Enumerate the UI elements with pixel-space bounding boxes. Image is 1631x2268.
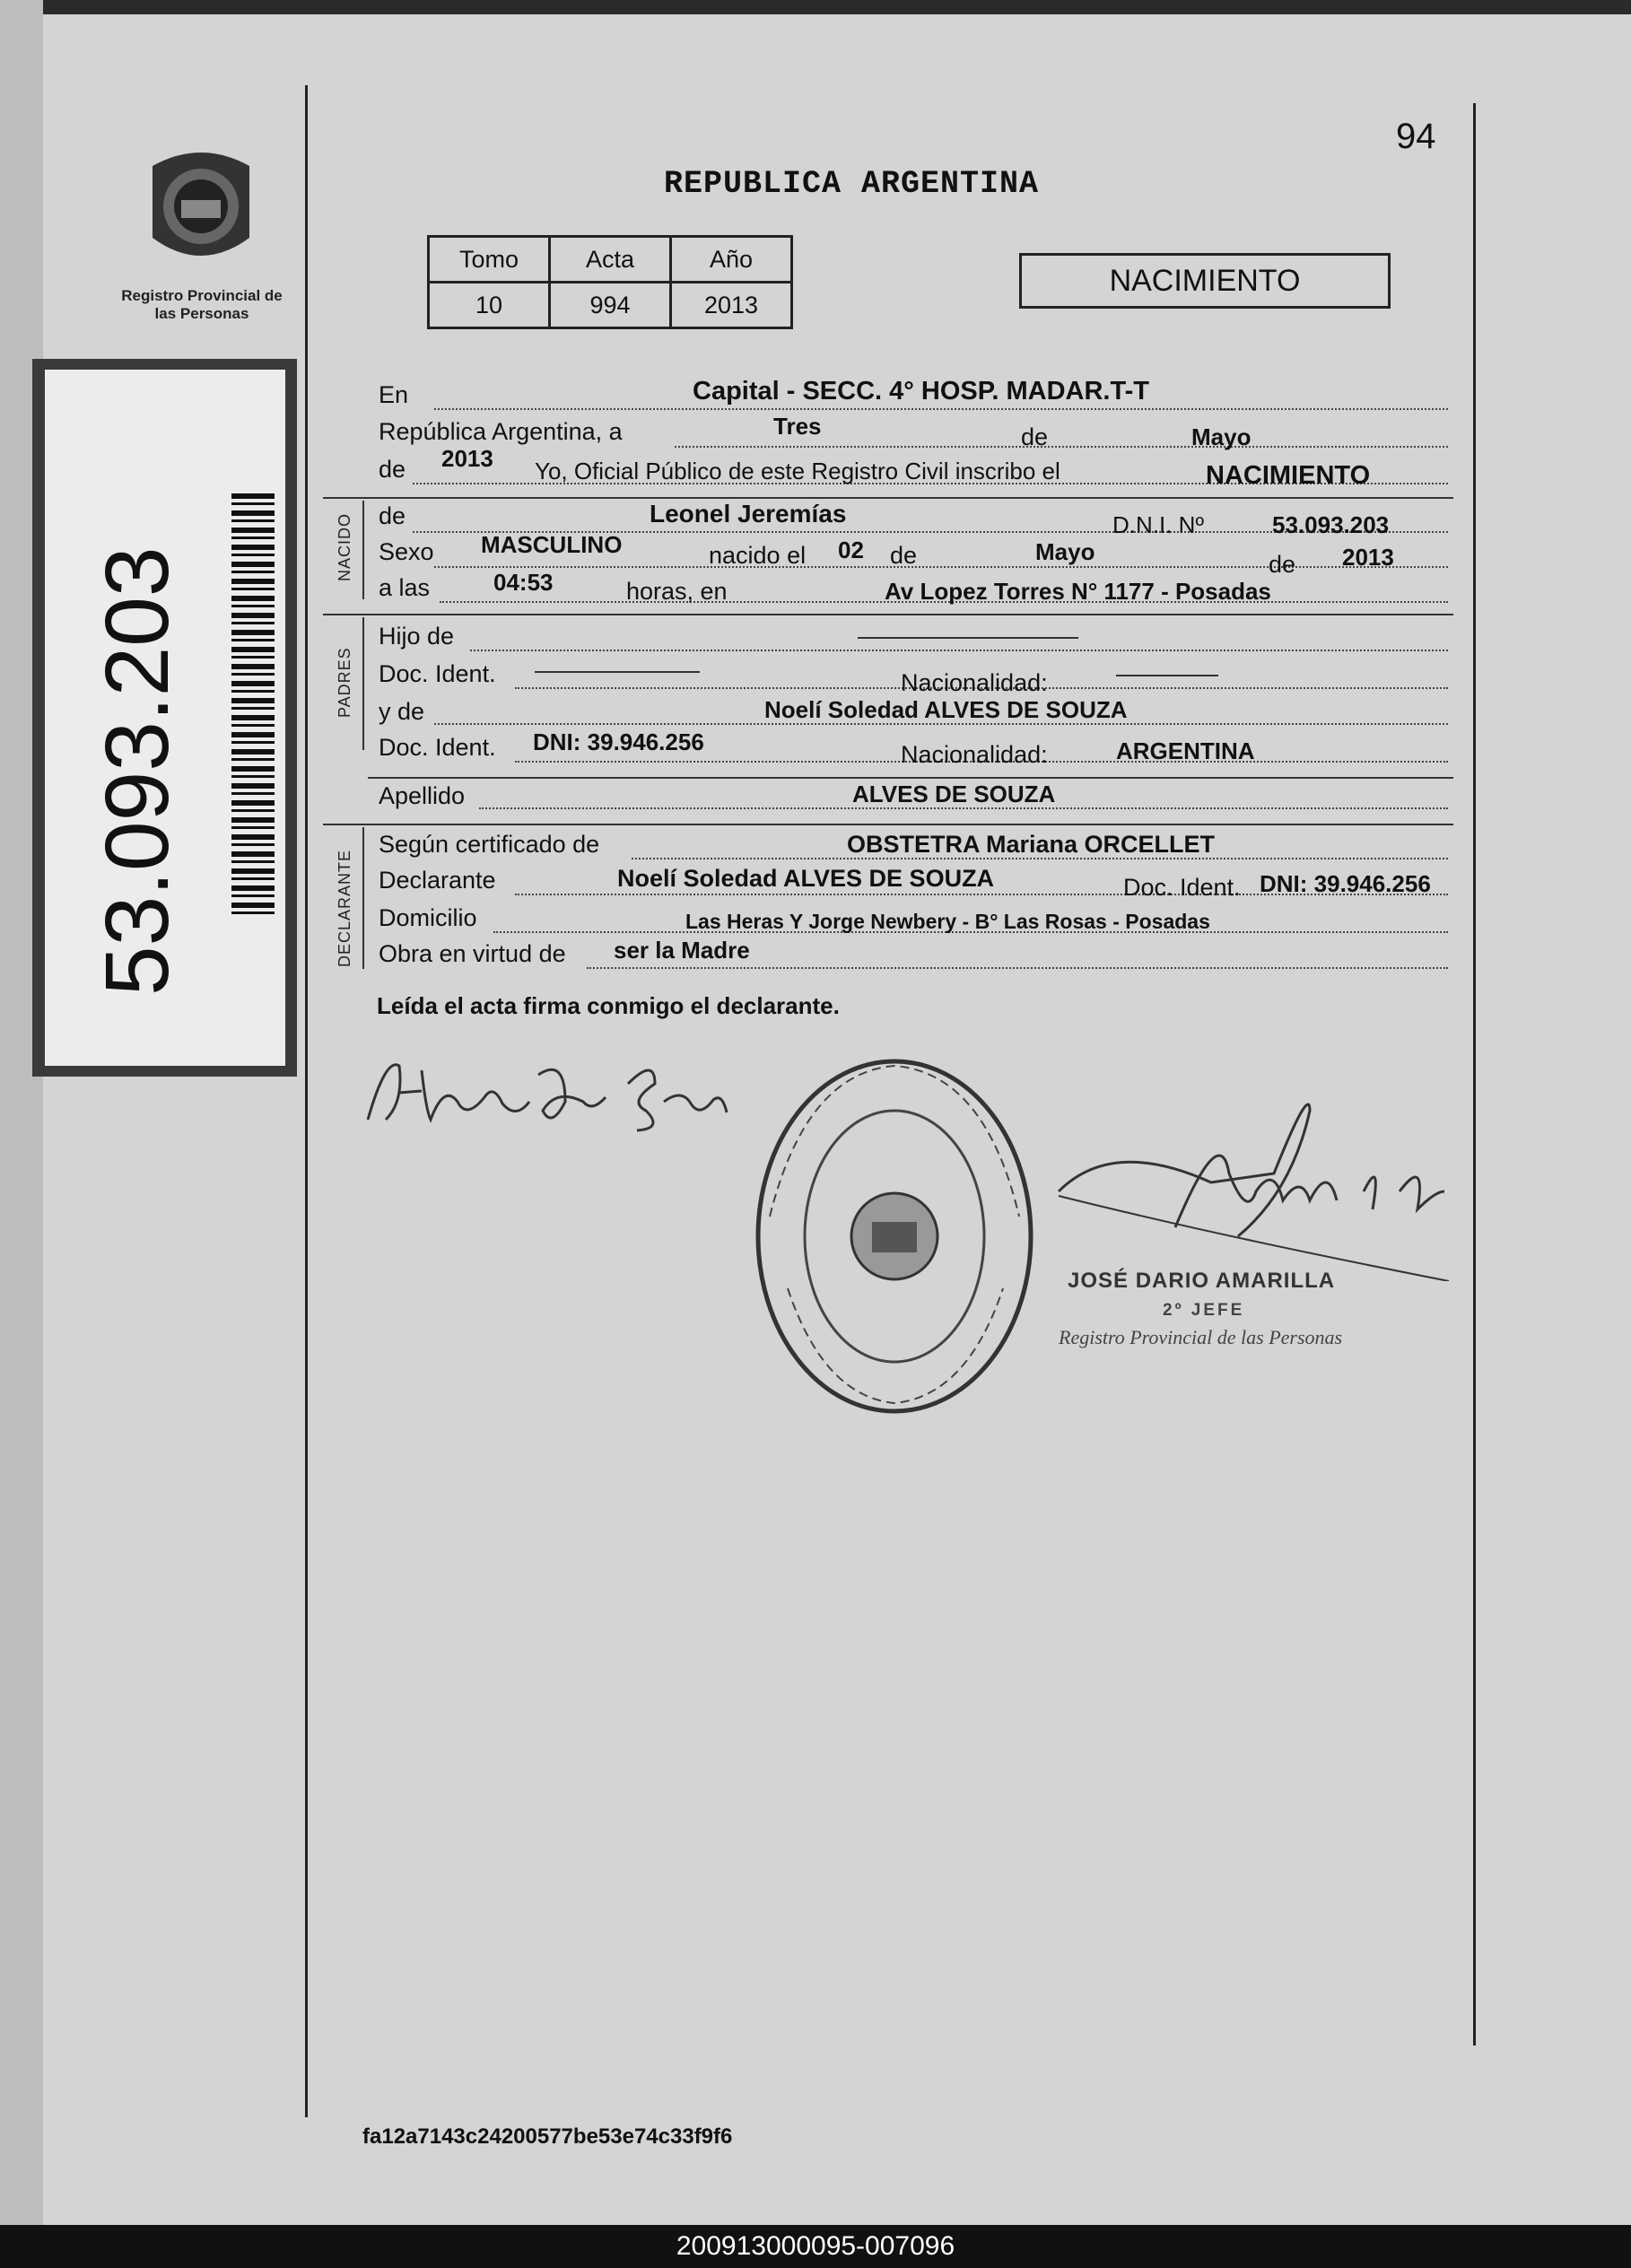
birth-place: Av Lopez Torres N° 1177 - Posadas: [885, 578, 1271, 605]
acta-value: 994: [550, 283, 671, 328]
declarante-section-label: DECLARANTE: [336, 849, 353, 967]
year-value: 2013: [441, 445, 493, 472]
left-margin-line: [305, 85, 308, 2117]
en-dots: [434, 408, 1448, 410]
top-shadow: [0, 0, 1631, 14]
nacionalidad-label-1: Nacionalidad:: [901, 669, 1048, 696]
republica-dots: [675, 446, 1448, 448]
nacido-section-line: [362, 501, 364, 599]
doc-ident-label-1: Doc. Ident.: [379, 660, 496, 687]
officer-signature: [1041, 1084, 1453, 1281]
de-label-4: de: [1269, 551, 1296, 578]
de-label-2: de: [379, 456, 406, 483]
father-nationality-blank: [1116, 675, 1218, 676]
nacionalidad-label-2: Nacionalidad:: [901, 741, 1048, 768]
de-label-3: de: [890, 542, 918, 569]
side-barcode-label: [32, 359, 297, 1077]
domicilio-label: Domicilio: [379, 904, 477, 931]
side-number: 53.093.203: [87, 546, 188, 996]
barcode: [231, 493, 275, 915]
doc-ident-label-3: Doc. Ident.: [1123, 874, 1241, 901]
section-divider-2: [323, 614, 1453, 615]
birth-day: 02: [838, 536, 864, 563]
apellido-label: Apellido: [379, 782, 466, 809]
hijo-dots: [470, 650, 1448, 651]
surname-value: ALVES DE SOUZA: [852, 781, 1056, 807]
sexo-label: Sexo: [379, 538, 434, 565]
page-number: 94: [1396, 117, 1436, 156]
mother-name: Noelí Soledad ALVES DE SOUZA: [764, 696, 1128, 723]
republica-label: República Argentina, a: [379, 418, 623, 445]
anio-header: Año: [671, 237, 792, 283]
left-page-edge: [0, 0, 43, 2225]
document-title: REPUBLICA ARGENTINA: [664, 166, 1040, 202]
official-seal: [752, 1055, 1037, 1418]
obra-value: ser la Madre: [614, 937, 750, 964]
birth-month: Mayo: [1035, 538, 1095, 565]
birth-time: 04:53: [493, 569, 554, 596]
record-type-box: NACIMIENTO: [1019, 253, 1391, 309]
logo-caption: Registro Provincial de las Personas: [121, 287, 283, 322]
mother-nationality: ARGENTINA: [1116, 737, 1255, 764]
leida-statement: Leída el acta firma conmigo el declarante.: [377, 992, 840, 1019]
en-label: En: [379, 381, 409, 408]
father-doc-blank: [535, 671, 700, 673]
document-hash: fa12a7143c24200577be53e74c33f9f6: [362, 2124, 733, 2149]
certificate-value: OBSTETRA Mariana ORCELLET: [847, 831, 1216, 858]
nacido-el-label: nacido el: [709, 542, 807, 569]
day-value: Tres: [773, 413, 822, 440]
section-divider-4: [323, 824, 1453, 825]
month-value: Mayo: [1191, 423, 1252, 450]
declarant-signature: [359, 1048, 736, 1147]
dni-label: D.N.I. Nº: [1112, 511, 1204, 538]
anio-value: 2013: [671, 283, 792, 328]
padres-section-line: [362, 617, 364, 750]
declarant-dni: DNI: 39.946.256: [1260, 870, 1431, 897]
section-divider-3: [368, 777, 1453, 779]
acta-header: Acta: [550, 237, 671, 283]
obra-dots: [587, 967, 1448, 969]
child-dni: 53.093.203: [1272, 511, 1390, 538]
inscribo-value: NACIMIENTO: [1206, 461, 1371, 490]
section-divider-1: [323, 497, 1453, 499]
registry-logo: [136, 139, 266, 274]
sexo-dots: [434, 566, 1448, 568]
declarante-section-line: [362, 827, 364, 969]
officer-title: 2º JEFE: [1163, 1301, 1245, 1320]
a-las-label: a las: [379, 574, 431, 601]
footer-id: 200913000095-007096: [0, 2225, 1631, 2268]
declarant-name: Noelí Soledad ALVES DE SOUZA: [617, 865, 995, 892]
declarante-label: Declarante: [379, 867, 496, 894]
record-table: [427, 235, 793, 329]
child-name: Leonel Jeremías: [650, 500, 847, 528]
nacido-section-label: NACIDO: [336, 512, 353, 581]
doc-ident-label-2: Doc. Ident.: [379, 734, 496, 761]
segun-label: Según certificado de: [379, 831, 600, 858]
en-value: Capital - SECC. 4° HOSP. MADAR.T-T: [693, 377, 1149, 406]
y-de-label: y de: [379, 698, 425, 725]
right-margin-line: [1473, 103, 1476, 2046]
officer-name: JOSÉ DARIO AMARILLA: [1068, 1269, 1336, 1293]
obra-label: Obra en virtud de: [379, 940, 566, 967]
address-value: Las Heras Y Jorge Newbery - B° Las Rosas - Posadas: [685, 910, 1210, 933]
hijo-de-label: Hijo de: [379, 623, 455, 650]
officer-org: Registro Provincial de las Personas: [1059, 1326, 1343, 1348]
mother-dni: DNI: 39.946.256: [533, 728, 704, 755]
birth-year: 2013: [1342, 544, 1394, 571]
horas-en-label: horas, en: [626, 578, 728, 605]
oficial-text: Yo, Oficial Público de este Registro Civil inscribo el: [535, 458, 1060, 484]
sex-value: MASCULINO: [481, 531, 623, 558]
padres-section-label: PADRES: [336, 647, 353, 718]
nacido-de-label: de: [379, 502, 406, 529]
de-label-1: de: [1021, 423, 1049, 450]
tomo-header: Tomo: [429, 237, 550, 283]
tomo-value: 10: [429, 283, 550, 328]
father-blank-line: [858, 637, 1078, 639]
